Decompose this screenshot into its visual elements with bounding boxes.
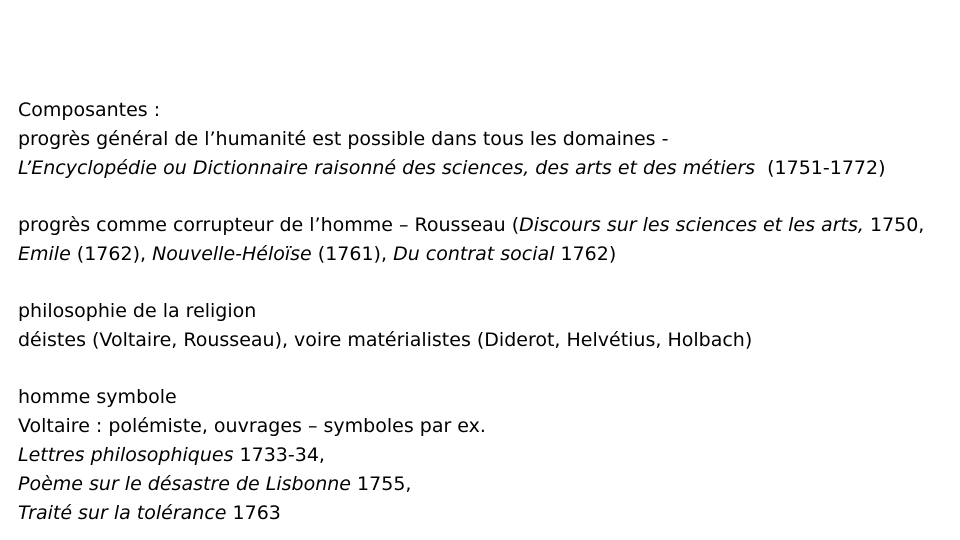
- work-traite: [18, 499, 948, 528]
- traite-title: Traité sur la tolérance: [18, 502, 227, 524]
- contrat-title: Du contrat social: [393, 243, 555, 265]
- corruption-line-1: [18, 211, 948, 240]
- symbol-heading: homme symbole: [18, 386, 177, 408]
- paragraph-gap: [18, 269, 948, 297]
- religion-line: déistes (Voltaire, Rousseau), voire matérialistes (Diderot, Helvétius, Holbach): [18, 329, 753, 351]
- poeme-title: Poème sur le désastre de Lisbonne: [18, 473, 352, 495]
- traite-year: 1763: [226, 502, 281, 524]
- voltaire-line: Voltaire : polémiste, ouvrages – symboles par ex.: [18, 415, 486, 437]
- discours-year: 1750,: [863, 214, 925, 236]
- poeme-year: 1755,: [351, 473, 412, 495]
- contrat-year: 1762): [554, 243, 617, 265]
- discours-title: Discours sur les sciences et les arts,: [519, 214, 864, 236]
- paragraph-gap: [18, 355, 948, 383]
- corruption-intro: progrès comme corrupteur de l’homme – Rousseau (: [18, 214, 520, 236]
- corruption-line-2: [18, 240, 948, 269]
- paragraph-gap: [18, 183, 948, 211]
- slide-body: [18, 96, 948, 528]
- lettres-title: Lettres philosophiques: [18, 444, 234, 466]
- encyclopedie-line: [18, 154, 948, 183]
- emile-year: (1762),: [70, 243, 153, 265]
- progress-line: progrès général de l’humanité est possible dans tous les domaines -: [18, 128, 669, 150]
- lettres-year: 1733-34,: [233, 444, 325, 466]
- work-poeme: [18, 470, 948, 499]
- components-heading: Composantes :: [18, 99, 161, 121]
- heloise-year: (1761),: [311, 243, 394, 265]
- encyclopedie-title: L’Encyclopédie ou Dictionnaire raisonné des sciences, des arts et des métiers: [18, 157, 756, 179]
- emile-title: Emile: [18, 243, 71, 265]
- work-lettres: [18, 441, 948, 470]
- encyclopedie-dates: (1751-1772): [755, 157, 886, 179]
- heloise-title: Nouvelle-Héloïse: [152, 243, 312, 265]
- religion-heading: philosophie de la religion: [18, 300, 257, 322]
